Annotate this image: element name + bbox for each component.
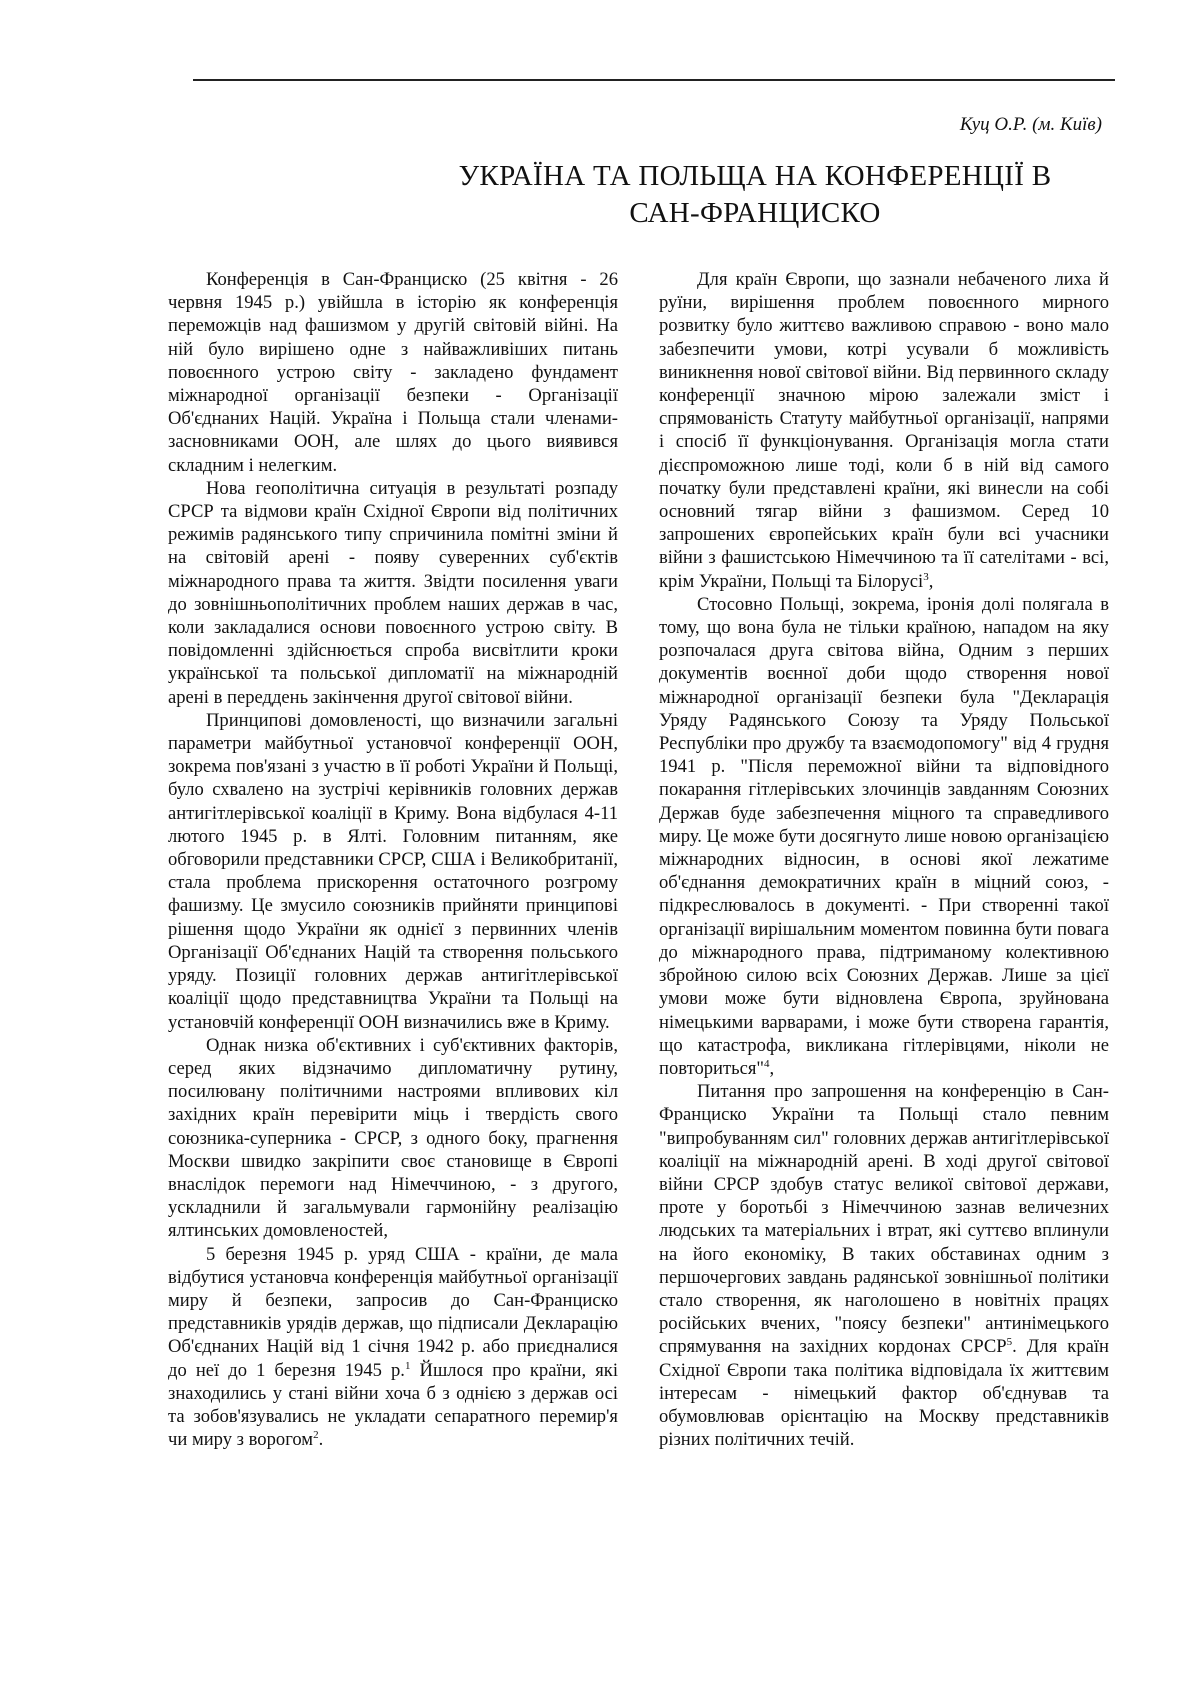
footnote-ref: 5 (1006, 1336, 1013, 1349)
paragraph: Принципові домовленості, що визначили загальні параметри майбутньої установчої конференції ООН, зокрема пов'язані з участю в її роботі України й Польщі, було схвалено на зустрічі керівників головних держав антигітлерівської коаліції в Криму. Вона відбулася 4-11 лютого 1945 р. в Ялті. Головним питанням, яке обговорили представники СРСР, США і Великобританії, стала проблема прискорення остаточного розгрому фашизму. Це змусило союзників прийняти принципові рішення щодо України як однієї з первинних членів Організації Об'єднаних Націй та створення польського уряду. Позиції головних держав антигітлерівської коаліції щодо представництва України та Польщі на установчій конференції ООН визначились вже в Криму. (168, 709, 618, 1033)
paragraph: 5 березня 1945 р. уряд США - країни, де мала відбутися установча конференція майбутньої організації миру й безпеки, запросив до Сан-Франциско представників урядів держав, що підписали Декларацію Об'єднаних Націй від 1 січня 1942 р. або приєдналися до неї до 1 березня 1945 р.$^1$ Йшлося про країни, які знаходились у стані війни хоча б з однією з держав осі та зобов'язувались не укладати сепаратного перемир'я чи миру з ворогом$^2$. (168, 1243, 618, 1451)
right-column (659, 268, 1109, 1451)
paragraph: Питання про запрошення на конференцію в Сан-Франциско України та Польщі стало певним "випробуванням сил" головних держав антигітлерівської коаліції на міжнародній арені. В ході другої світової війни СРСР здобув статус великої світової держави, проте у боротьбі з Німеччиною зазнав величезних людських та матеріальних і втрат, які суттєво вплинули на його економіку, В таких обставинах одним з першочергових завдань радянської зовнішньої політики стало створення, як наголошено в новітніх працях російських вчених, "поясу безпеки" антинімецького спрямування на західних кордонах СРСР$^5$. Для країн Східної Європи така політика відповідала їх життєвим інтересам - німецький фактор об'єднував та обумовлював орієнтацію на Москву представників різних політичних течій. (659, 1081, 1109, 1451)
footnote-ref: 4 (764, 1057, 770, 1070)
paragraph: Конференція в Сан-Франциско (25 квітня - 26 червня 1945 р.) увійшла в історію як конференція переможців над фашизмом у другій світовій війні. На ній було вирішено одне з найважливіших питань повоєнного устрою світу - закладено фундамент міжнародної організації безпеки - Організації Об'єднаних Націй. Україна і Польща стали членами-засновниками ООН, але шлях до цього виявився складним і нелегким. (168, 269, 618, 476)
footnote-ref: 1 (404, 1359, 411, 1372)
title-line-2: САН-ФРАНЦИСКО (629, 197, 881, 229)
title-line-1: УКРАЇНА ТА ПОЛЬЩА НА КОНФЕРЕНЦІЇ В (458, 160, 1052, 192)
footnote-ref: 3 (923, 570, 929, 583)
author-line: Куц О.Р. (м. Київ) (959, 114, 1102, 135)
footnote-ref: 2 (313, 1428, 319, 1441)
paragraph: Для країн Європи, що зазнали небаченого лиха й руїни, вирішення проблем повоєнного мирного розвитку було життєво важливою справою - воно мало забезпечити умови, котрі усували б можливість виникнення нової світової війни. Від первинного складу конференції значною мірою залежали зміст і спрямованість Статуту майбутньої організації, напрями і спосіб її функціонування. Організація могла стати дієспроможною лише тоді, коли б в ній від самого початку були представлені країни, які винесли на собі основний тягар війни з фашизмом. Серед 10 запрошених європейських країн були всі учасники війни з фашистською Німеччиною та її сателітами - всі, крім України, Польщі та Білорусі$^3$, (659, 269, 1109, 592)
paragraph: Однак низка об'єктивних і суб'єктивних факторів, серед яких відзначимо дипломатичну рутину, посилювану політичними настроями впливових кіл західних країн перевірити міць і твердість свого союзника-суперника - СРСР, з одного боку, прагнення Москви швидко закріпити своє становище в Європі внаслідок перемоги над Німеччиною, - з другого, ускладнили й загальмували гармонійну реалізацію ялтинських домовленостей, (168, 1034, 618, 1242)
paragraph: Стосовно Польщі, зокрема, іронія долі полягала в тому, що вона була не тільки країною, нападом на яку розпочалася друга світова війна, Одним з перших документів воєнної доби щодо створення нової міжнародної організації безпеки була "Декларація Уряду Радянського Союзу та Уряду Польської Республіки про дружбу та взаємодопомогу" від 4 грудня 1941 р. "Після переможної війни та відповідного покарання гітлерівських злочинців завданням Союзних Держав буде забезпечення міцного та справедливого миру. Це може бути досягнуто лише новою організацією міжнародних відносин, в основі якої лежатиме об'єднання демократичних країн в міцний союз, - підкреслювалось в документі. - При створенні такої організації вирішальним моментом повинна бути повага до міжнародного права, підтриманому колективною збройною силою всіх Союзних Держав. Лише за цієї умови може бути відновлена Європа, зруйнована німецькими варварами, і може бути створена гарантія, що катастрофа, викликана гітлерівцями, ніколи не повториться"$^4$, (659, 593, 1109, 1079)
paragraph: Нова геополітична ситуація в результаті розпаду СРСР та відмови країн Східної Європи від політичних режимів радянського типу спричинила помітні зміни й на світовій арені - появу суверенних суб'єктів міжнародного права та життя. Звідти посилення уваги до зовнішньополітичних проблем наших держав в час, коли закладалися основи повоєнного устрою світу. В повідомленні здійснюється спроба висвітлити кроки української та польської дипломатії на міжнародній арені в переддень закінчення другої світової війни. (168, 477, 618, 708)
left-column (168, 268, 618, 1451)
header-rule (193, 79, 1115, 81)
article-title (430, 158, 1080, 232)
